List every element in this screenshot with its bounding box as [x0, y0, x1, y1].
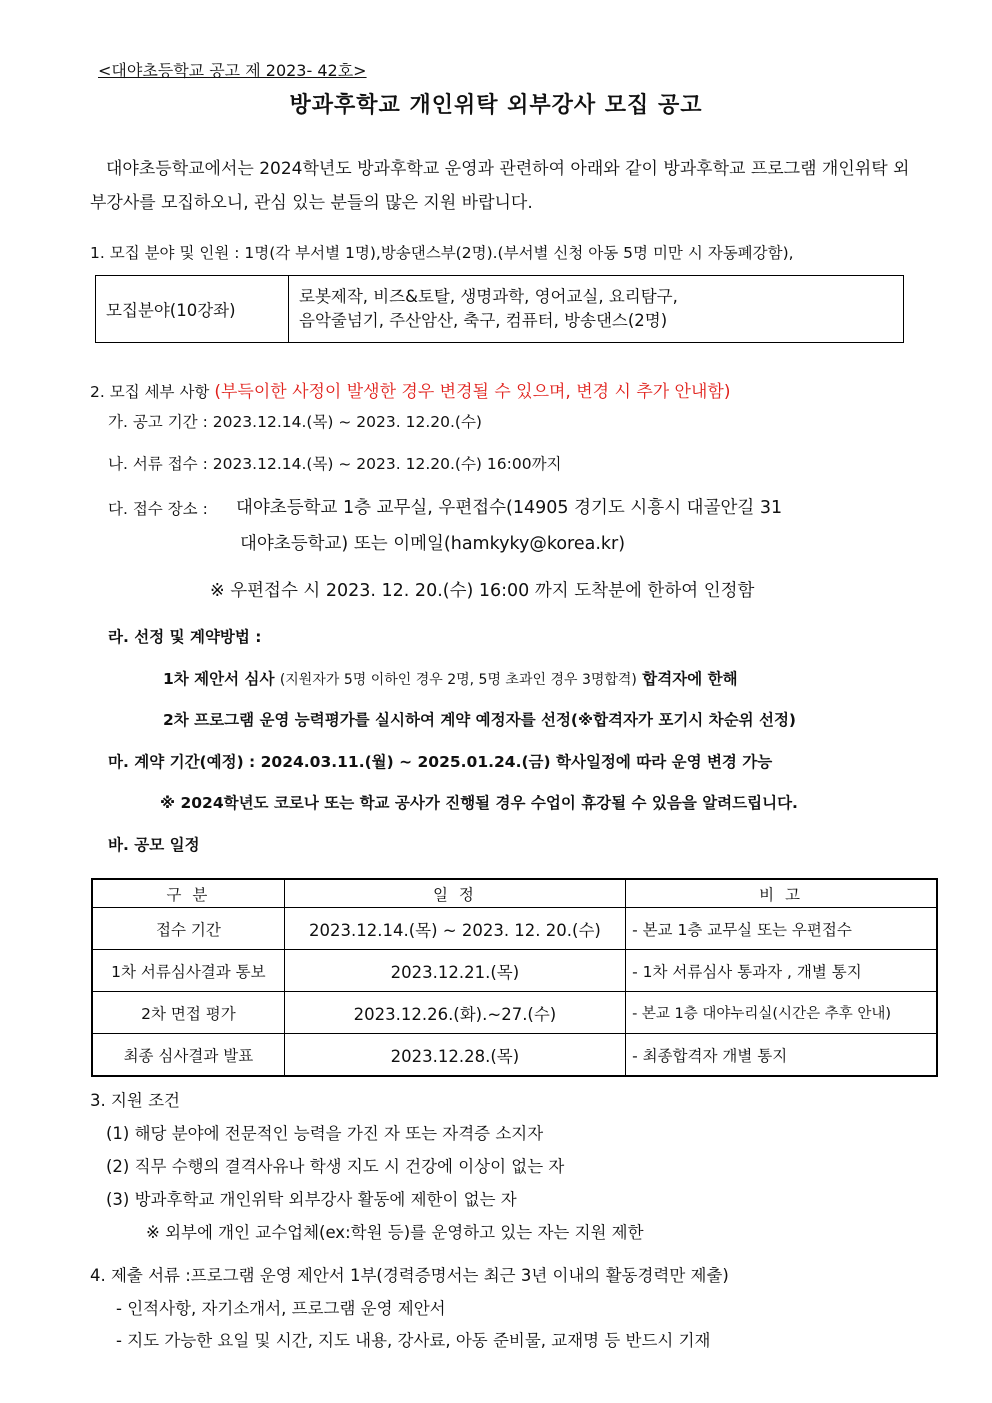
document-item-1: - 인적사항, 자기소개서, 프로그램 운영 제안서: [116, 1299, 446, 1318]
document-reception-period: 나. 서류 접수 : 2023.12.14.(목) ~ 2023. 12.20.(수) 16:00까지: [108, 455, 562, 473]
section-3-heading: 3. 지원 조건: [90, 1091, 180, 1110]
schedule-date: 2023.12.28.(목): [284, 1034, 625, 1077]
recruit-fields-label: 모집분야(10강좌): [96, 276, 289, 343]
schedule-remarks: - 최종합격자 개별 통지: [626, 1034, 937, 1077]
selection-method-heading: 라. 선정 및 계약방법 :: [108, 628, 262, 646]
schedule-remarks: - 본교 1층 교무실 또는 우편접수: [626, 908, 937, 950]
schedule-date: 2023.12.14.(목) ~ 2023. 12. 20.(수): [284, 908, 625, 950]
selection-step-1-a: 1차 제안서 심사: [163, 670, 280, 688]
condition-restriction-note: ※ 외부에 개인 교수업체(ex:학원 등)를 운영하고 있는 자는 지원 제한: [146, 1223, 644, 1242]
reception-place-line-2: 대야초등학교) 또는 이메일(hamkyky@korea.kr): [240, 534, 626, 554]
reception-place-label: 다. 접수 장소 :: [108, 500, 208, 518]
schedule-remarks: - 본교 1층 대야누리실(시간은 추후 안내): [626, 992, 937, 1034]
schedule-date: 2023.12.26.(화).~27.(수): [284, 992, 625, 1034]
schedule-table: [91, 878, 938, 1077]
condition-item-2: (2) 직무 수행의 결격사유나 학생 지도 시 건강에 이상이 없는 자: [106, 1157, 565, 1176]
selection-step-1-b: (지원자가 5명 이하인 경우 2명, 5명 초과인 경우 3명합격): [279, 672, 637, 688]
selection-step-1: [163, 667, 738, 689]
schedule-heading: 바. 공모 일정: [108, 836, 200, 854]
schedule-remarks: - 1차 서류심사 통과자 , 개별 통지: [626, 950, 937, 992]
recruit-fields-table: [95, 275, 904, 343]
section-2-notice: (부득이한 사정이 발생한 경우 변경될 수 있으며, 변경 시 추가 안내함): [214, 382, 731, 402]
intro-paragraph: 대야초등학교에서는 2024학년도 방과후학교 운영과 관련하여 아래와 같이 방과후학교 프로그램 개인위탁 외부강사를 모집하오니, 관심 있는 분들의 많은 지원 바랍니다.: [90, 159, 910, 213]
section-4-heading: 4. 제출 서류 :프로그램 운영 제안서 1부(경력증명서는 최근 3년 이내의 활동경력만 제출): [90, 1266, 729, 1285]
mail-reception-note: ※ 우편접수 시 2023. 12. 20.(수) 16:00 까지 도착분에 한하여 인정함: [210, 581, 755, 601]
schedule-category: 접수 기간: [92, 908, 284, 950]
schedule-header-row: [92, 879, 937, 908]
section-2-heading-row: [90, 377, 730, 402]
table-row: [92, 1034, 937, 1077]
section-1-heading: 1. 모집 분야 및 인원 : 1명(각 부서별 1명),방송댄스부(2명).(부서별 신청 아동 5명 미만 시 자동폐강함),: [90, 244, 794, 262]
document-item-2: - 지도 가능한 요일 및 시간, 지도 내용, 강사료, 아동 준비물, 교재명 등 반드시 기재: [116, 1331, 711, 1350]
announcement-period: 가. 공고 기간 : 2023.12.14.(목) ~ 2023. 12.20.(수): [108, 413, 482, 431]
selection-step-2: 2차 프로그램 운영 능력평가를 실시하여 계약 예정자를 선정(※합격자가 포기시 차순위 선정): [163, 711, 797, 729]
covid-notice: ※ 2024학년도 코로나 또는 학교 공사가 진행될 경우 수업이 휴강될 수 있음을 알려드립니다.: [160, 794, 798, 812]
condition-item-1: (1) 해당 분야에 전문적인 능력을 가진 자 또는 자격증 소지자: [106, 1124, 544, 1143]
schedule-category: 최종 심사결과 발표: [92, 1034, 284, 1077]
table-row: [92, 992, 937, 1034]
table-row: [92, 908, 937, 950]
schedule-category: 1차 서류심사결과 통보: [92, 950, 284, 992]
page-title: 방과후학교 개인위탁 외부강사 모집 공고: [289, 93, 703, 118]
selection-step-1-c: 합격자에 한해: [636, 670, 738, 688]
recruit-fields-line-2: 음악줄넘기, 주산암산, 축구, 컴퓨터, 방송댄스(2명): [299, 311, 668, 330]
condition-item-3: (3) 방과후학교 개인위탁 외부강사 활동에 제한이 없는 자: [106, 1190, 517, 1209]
schedule-header-remarks: 비 고: [626, 879, 937, 908]
reception-place-line-1: 대야초등학교 1층 교무실, 우편접수(14905 경기도 시흥시 대골안길 31: [236, 498, 783, 518]
schedule-header-date: 일 정: [284, 879, 625, 908]
schedule-date: 2023.12.21.(목): [284, 950, 625, 992]
recruit-fields-list: [289, 276, 904, 343]
notice-number: <대야초등학교 공고 제 2023- 42호>: [98, 61, 367, 80]
contract-period: 마. 계약 기간(예정) : 2024.03.11.(월) ~ 2025.01.24.(금) 학사일정에 따라 운영 변경 가능: [108, 753, 773, 771]
section-2-heading: 2. 모집 세부 사항: [90, 383, 210, 401]
table-row: [92, 950, 937, 992]
schedule-category: 2차 면접 평가: [92, 992, 284, 1034]
schedule-header-category: 구 분: [92, 879, 284, 908]
recruit-fields-line-1: 로봇제작, 비즈&토탈, 생명과학, 영어교실, 요리탐구,: [299, 287, 678, 306]
